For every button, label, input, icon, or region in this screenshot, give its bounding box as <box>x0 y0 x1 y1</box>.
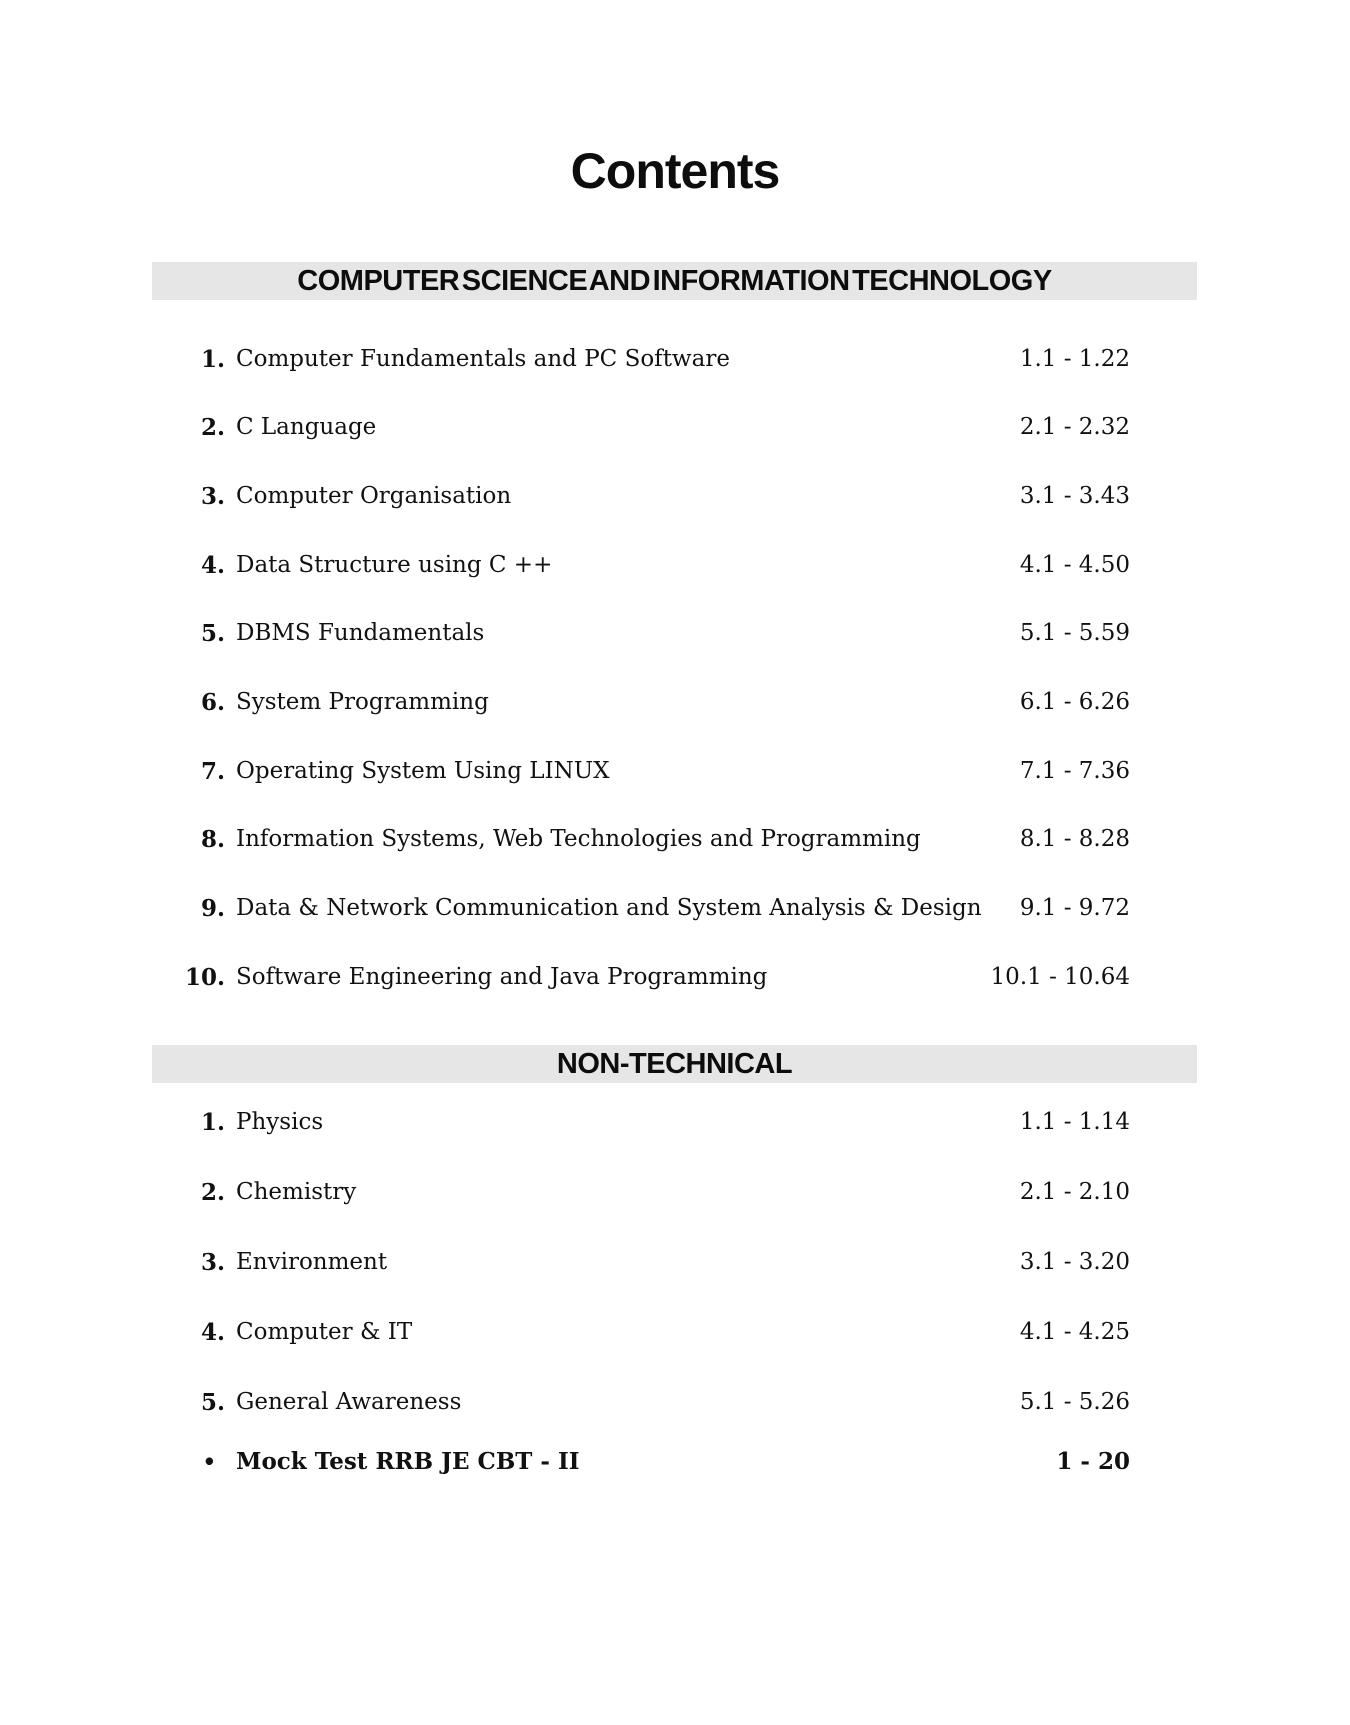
item-pages: 1.1 - 1.22 <box>1019 345 1130 372</box>
item-title: Computer & IT <box>236 1319 413 1346</box>
item-number: 4. <box>200 551 225 579</box>
item-number: 5. <box>200 620 225 648</box>
table-row <box>152 531 1130 600</box>
item-title: Operating System Using LINUX <box>236 757 610 784</box>
item-pages: 7.1 - 7.36 <box>1019 757 1130 784</box>
section-header-non-technical: NON-TECHNICAL <box>152 1045 1197 1083</box>
table-row <box>152 943 1130 1012</box>
table-row-mock-test <box>152 1436 1130 1486</box>
item-pages: 4.1 - 4.50 <box>1019 551 1130 578</box>
table-row <box>152 737 1130 806</box>
item-number: 4. <box>200 1319 225 1347</box>
table-row <box>152 1158 1130 1228</box>
item-pages: 4.1 - 4.25 <box>1019 1319 1130 1346</box>
table-row <box>152 668 1130 737</box>
item-pages: 5.1 - 5.59 <box>1019 620 1130 647</box>
item-pages: 3.1 - 3.20 <box>1019 1249 1130 1276</box>
section-header-computer-science: COMPUTER SCIENCE AND INFORMATION TECHNOLOGY <box>152 262 1197 300</box>
item-pages: 6.1 - 6.26 <box>1019 688 1130 715</box>
table-row <box>152 600 1130 669</box>
item-number: 7. <box>200 757 225 785</box>
item-pages: 1.1 - 1.14 <box>1019 1109 1130 1136</box>
page-title: Contents <box>570 143 780 199</box>
item-number: 1. <box>200 345 225 373</box>
item-title: Data & Network Communication and System Analysis & Design <box>236 895 982 922</box>
item-title: Computer Organisation <box>236 482 512 509</box>
item-title: Data Structure using C ++ <box>236 551 553 578</box>
item-title: Information Systems, Web Technologies and Programming <box>236 826 921 853</box>
table-row <box>152 875 1130 944</box>
item-title: Mock Test RRB JE CBT - II <box>236 1447 580 1475</box>
item-number: 5. <box>200 1389 225 1417</box>
item-pages: 9.1 - 9.72 <box>1019 895 1130 922</box>
item-title: General Awareness <box>236 1389 462 1416</box>
table-row <box>152 462 1130 531</box>
item-title: Physics <box>236 1109 324 1136</box>
item-title: Computer Fundamentals and PC Software <box>236 345 730 372</box>
item-number: 2. <box>200 414 225 442</box>
item-pages: 3.1 - 3.43 <box>1019 482 1130 509</box>
item-number: 6. <box>200 688 225 716</box>
item-pages: 2.1 - 2.10 <box>1019 1179 1130 1206</box>
item-number: 3. <box>200 1249 225 1277</box>
table-row <box>152 806 1130 875</box>
item-number: 2. <box>200 1179 225 1207</box>
item-title: Environment <box>236 1249 388 1276</box>
item-title: Chemistry <box>236 1179 357 1206</box>
item-number: 1. <box>200 1109 225 1137</box>
item-pages: 1 - 20 <box>1056 1447 1130 1475</box>
table-row <box>152 1088 1130 1158</box>
toc-list-computer-science <box>152 325 1130 1012</box>
item-number: 10. <box>184 963 225 991</box>
item-title: Software Engineering and Java Programming <box>236 963 768 990</box>
item-pages: 8.1 - 8.28 <box>1019 826 1130 853</box>
item-number: 9. <box>200 895 225 923</box>
item-title: DBMS Fundamentals <box>236 620 485 647</box>
item-pages: 10.1 - 10.64 <box>990 963 1130 990</box>
item-pages: 2.1 - 2.32 <box>1019 414 1130 441</box>
table-row <box>152 394 1130 463</box>
item-title: System Programming <box>236 688 489 715</box>
table-row <box>152 1228 1130 1298</box>
bullet-icon: • <box>202 1448 216 1474</box>
table-row <box>152 325 1130 394</box>
toc-list-non-technical <box>152 1088 1130 1438</box>
item-pages: 5.1 - 5.26 <box>1019 1389 1130 1416</box>
table-row <box>152 1368 1130 1438</box>
item-number: 8. <box>200 826 225 854</box>
item-number: 3. <box>200 482 225 510</box>
item-title: C Language <box>236 414 377 441</box>
table-row <box>152 1298 1130 1368</box>
